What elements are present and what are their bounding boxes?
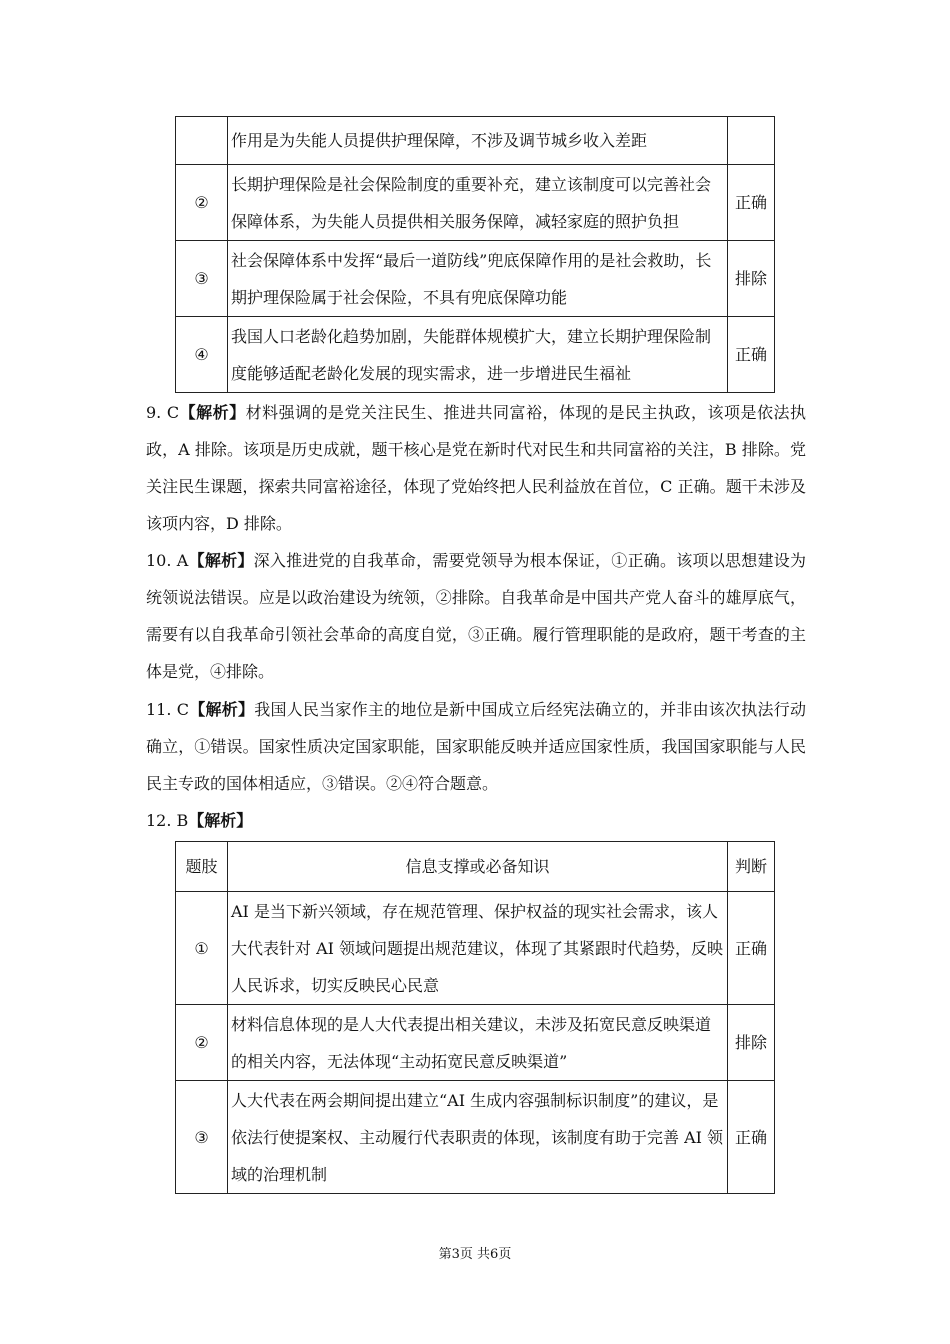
- table-row: [176, 892, 775, 1005]
- answer-11: [146, 691, 806, 802]
- option-cell: ①: [176, 892, 228, 1005]
- explanation-cell: 我国人口老龄化趋势加剧，失能群体规模扩大，建立长期护理保险制度能够适配老龄化发展的现实需求，进一步增进民生福祉: [228, 317, 728, 393]
- table-row: [176, 1081, 775, 1194]
- question-number: 9. C: [146, 403, 180, 422]
- judgement-cell: [728, 117, 775, 165]
- question-number: 12. B: [146, 811, 189, 830]
- analysis-tag: 【解析】: [188, 551, 254, 570]
- table-row: [176, 1005, 775, 1081]
- explanation-cell: 材料信息体现的是人大代表提出相关建议，未涉及拓宽民意反映渠道的相关内容，无法体现“主动拓宽民意反映渠道”: [228, 1005, 728, 1081]
- explanation-cell: 人大代表在两会期间提出建立“AI 生成内容强制标识制度”的建议，是依法行使提案权、主动履行代表职责的体现，该制度有助于完善 AI 领域的治理机制: [228, 1081, 728, 1194]
- judgement-cell: 排除: [728, 1005, 775, 1081]
- analysis-text: 材料强调的是党关注民生、推进共同富裕，体现的是民主执政，该项是依法执政，A 排除。该项是历史成就，题干核心是党在新时代对民生和共同富裕的关注，B 排除。党关注民生课题，探索共同富裕途径，体现了党始终把人民利益放在首位，C 正确。题干未涉及该项内容，D 排除。: [146, 403, 806, 533]
- option-cell: ②: [176, 1005, 228, 1081]
- page-footer: 第3页 共6页: [438, 1247, 512, 1262]
- judgement-cell: 正确: [728, 1081, 775, 1194]
- option-cell: ③: [176, 1081, 228, 1194]
- question-number: 11. C: [146, 700, 190, 719]
- explanation-cell: 作用是为失能人员提供护理保障，不涉及调节城乡收入差距: [228, 117, 728, 165]
- option-cell: ③: [176, 241, 228, 317]
- header-judgement: 判断: [728, 842, 775, 892]
- answer-9: [146, 394, 806, 542]
- analysis-tag: 【解析】: [189, 700, 255, 719]
- options-table-2: [175, 841, 775, 1194]
- question-number: 10. A: [146, 551, 189, 570]
- analysis-text: 深入推进党的自我革命，需要党领导为根本保证，①正确。该项以思想建设为统领说法错误。应是以政治建设为统领，②排除。自我革命是中国共产党人奋斗的雄厚底气，需要有以自我革命引领社会革命的高度自觉，③正确。履行管理职能的是政府，题干考查的主体是党，④排除。: [146, 551, 806, 681]
- judgement-cell: 正确: [728, 317, 775, 393]
- table-row: [176, 241, 775, 317]
- option-cell: ②: [176, 165, 228, 241]
- option-cell: ④: [176, 317, 228, 393]
- explanation-cell: 社会保障体系中发挥“最后一道防线”兜底保障作用的是社会救助，长期护理保险属于社会保险，不具有兜底保障功能: [228, 241, 728, 317]
- option-cell: [176, 117, 228, 165]
- analysis-tag: 【解析】: [188, 811, 253, 830]
- analysis-text: 我国人民当家作主的地位是新中国成立后经宪法确立的，并非由该次执法行动确立，①错误。国家性质决定国家职能，国家职能反映并适应国家性质，我国国家职能与人民民主专政的国体相适应，③错误。②④符合题意。: [146, 700, 806, 793]
- explanation-cell: 长期护理保险是社会保险制度的重要补充，建立该制度可以完善社会保障体系，为失能人员提供相关服务保障，减轻家庭的照护负担: [228, 165, 728, 241]
- answer-12: [146, 802, 806, 839]
- judgement-cell: 正确: [728, 892, 775, 1005]
- answer-10: [146, 542, 806, 690]
- analysis-tag: 【解析】: [179, 403, 246, 422]
- table-row: [176, 117, 775, 165]
- table-row: [176, 317, 775, 393]
- judgement-cell: 正确: [728, 165, 775, 241]
- header-option: 题肢: [176, 842, 228, 892]
- judgement-cell: 排除: [728, 241, 775, 317]
- header-knowledge: 信息支撑或必备知识: [228, 842, 728, 892]
- table-header-row: [176, 842, 775, 892]
- options-table-1: [175, 116, 775, 393]
- explanation-cell: AI 是当下新兴领域，存在规范管理、保护权益的现实社会需求，该人大代表针对 AI 领域问题提出规范建议，体现了其紧跟时代趋势，反映人民诉求，切实反映民心民意: [228, 892, 728, 1005]
- table-row: [176, 165, 775, 241]
